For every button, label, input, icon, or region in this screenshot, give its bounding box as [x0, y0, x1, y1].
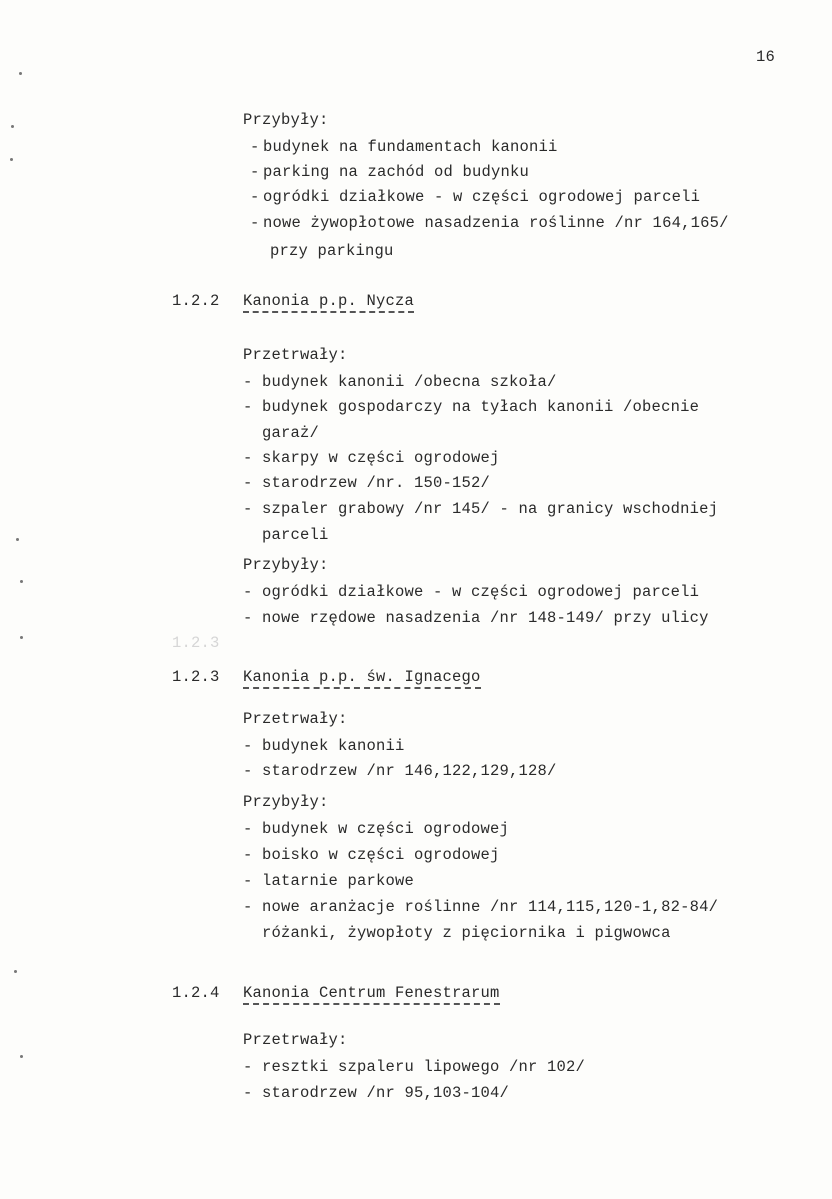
bullet-dash: -: [243, 872, 253, 890]
list-item: skarpy w części ogrodowej: [262, 449, 500, 467]
bullet-dash: -: [243, 609, 253, 627]
przetrwaly-heading: Przetrwały:: [243, 1031, 348, 1049]
scan-speck: [16, 538, 19, 541]
list-item: szpaler grabowy /nr 145/ - na granicy wschodniej: [262, 500, 719, 518]
section-number: 1.2.3: [172, 668, 220, 686]
section-title: Kanonia Centrum Fenestrarum: [243, 984, 500, 1005]
page-number: 16: [756, 48, 776, 66]
bullet-dash: -: [250, 138, 260, 156]
list-item-continuation: przy parkingu: [270, 242, 394, 260]
list-item: starodrzew /nr 146,122,129,128/: [262, 762, 557, 780]
bullet-dash: -: [243, 898, 253, 916]
section-number: 1.2.2: [172, 292, 220, 310]
bullet-dash: -: [243, 583, 253, 601]
scan-speck: [20, 580, 23, 583]
bullet-dash: -: [243, 737, 253, 755]
list-item: parking na zachód od budynku: [263, 163, 530, 181]
scan-speck: [10, 158, 13, 161]
list-item: starodrzew /nr 95,103-104/: [262, 1084, 510, 1102]
scan-speck: [14, 970, 17, 973]
scan-speck: [11, 125, 14, 128]
list-item: nowe rzędowe nasadzenia /nr 148-149/ przy ulicy: [262, 609, 709, 627]
section-title: Kanonia p.p. św. Ignacego: [243, 668, 481, 689]
bullet-dash: -: [243, 820, 253, 838]
scan-speck: [20, 636, 23, 639]
list-item: budynek gospodarczy na tyłach kanonii /obecnie: [262, 398, 700, 416]
list-item: budynek w części ogrodowej: [262, 820, 510, 838]
list-item: latarnie parkowe: [262, 872, 415, 890]
list-item-continuation: różanki, żywopłoty z pięciornika i pigwowca: [262, 924, 671, 942]
scan-speck: [19, 72, 22, 75]
bullet-dash: -: [243, 474, 253, 492]
list-item: budynek na fundamentach kanonii: [263, 138, 558, 156]
section-title: Kanonia p.p. Nycza: [243, 292, 414, 313]
bullet-dash: -: [243, 762, 253, 780]
list-item: budynek kanonii /obecna szkoła/: [262, 373, 557, 391]
przybyly-heading: Przybyły:: [243, 556, 329, 574]
przybyly-heading: Przybyły:: [243, 793, 329, 811]
list-item-continuation: parceli: [262, 526, 329, 544]
przetrwaly-heading: Przetrwały:: [243, 710, 348, 728]
list-item: ogródki działkowe - w części ogrodowej parceli: [263, 188, 701, 206]
bullet-dash: -: [243, 1084, 253, 1102]
bullet-dash: -: [243, 449, 253, 467]
list-item: budynek kanonii: [262, 737, 405, 755]
list-item: resztki szpaleru lipowego /nr 102/: [262, 1058, 586, 1076]
list-item: nowe aranżacje roślinne /nr 114,115,120-1,82-84/: [262, 898, 719, 916]
list-item: starodrzew /nr. 150-152/: [262, 474, 491, 492]
bullet-dash: -: [250, 214, 260, 232]
top-przybyly-heading: Przybyły:: [243, 111, 329, 129]
bullet-dash: -: [243, 398, 253, 416]
bullet-dash: -: [243, 373, 253, 391]
list-item: boisko w części ogrodowej: [262, 846, 500, 864]
bullet-dash: -: [243, 1058, 253, 1076]
ghost-section-mark: 1.2.3: [172, 634, 220, 652]
section-number: 1.2.4: [172, 984, 220, 1002]
scan-speck: [20, 1055, 23, 1058]
list-item: nowe żywopłotowe nasadzenia roślinne /nr 164,165/: [263, 214, 729, 232]
bullet-dash: -: [250, 188, 260, 206]
przetrwaly-heading: Przetrwały:: [243, 346, 348, 364]
bullet-dash: -: [243, 846, 253, 864]
list-item-continuation: garaż/: [262, 424, 320, 442]
bullet-dash: -: [250, 163, 260, 181]
list-item: ogródki działkowe - w części ogrodowej parceli: [262, 583, 700, 601]
bullet-dash: -: [243, 500, 253, 518]
